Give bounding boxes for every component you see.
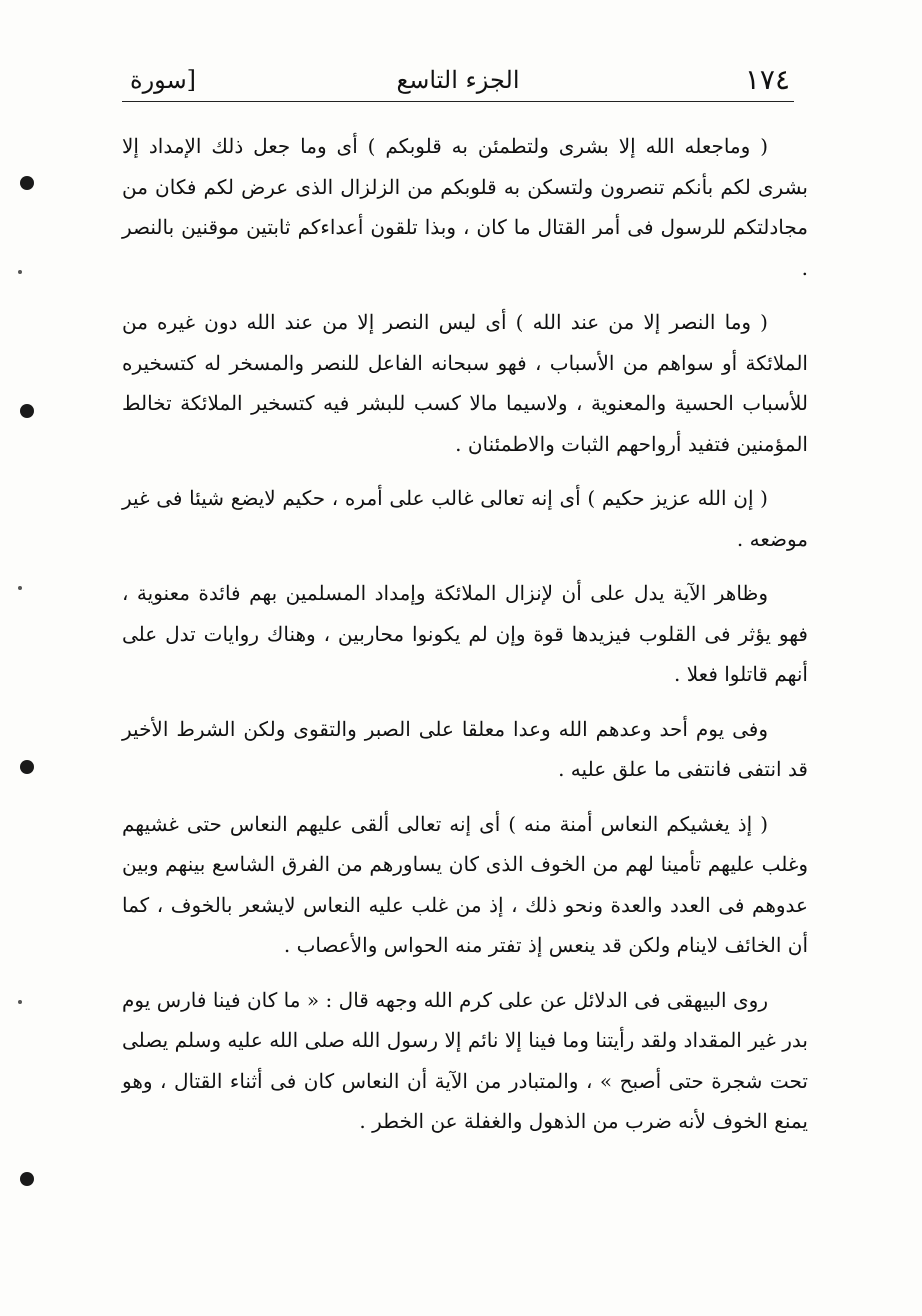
paragraph: ( إن الله عزيز حكيم ) أى إنه تعالى غالب على أمره ، حكيم لايضع شيئا فى غير موضعه . — [122, 486, 808, 551]
header-rule — [122, 101, 794, 102]
paragraph: وظاهر الآية يدل على أن لإنزال الملائكة وإمداد المسلمين بهم فائدة معنوية ، فهو يؤثر فى القلوب فيزيدها قوة وإن لم يكونوا محاربين ، وهناك روايات تدل على أنهم قاتلوا فعلا . — [122, 581, 808, 686]
page-body — [122, 126, 808, 1156]
binding-hole-mark — [20, 404, 34, 418]
paragraph: ( إذ يغشيكم النعاس أمنة منه ) أى إنه تعالى ألقى عليهم النعاس حتى غشيهم وغلب عليهم تأمينا لهم من الخوف الذى كان يساورهم من الفرق الشاسع بينهم وبين عدوهم فى العدد والعدة ونحو ذلك ، إذ من غلب عليه النعاس لايشعر بالخوف ، كما أن الخائف لاينام ولكن قد ينعس إذ تفتر منه الحواس والأعصاب . — [122, 811, 808, 957]
page-number: ١٧٤ — [744, 63, 790, 96]
part-title: الجزء التاسع — [396, 66, 520, 94]
paragraph: وفى يوم أحد وعدهم الله وعدا معلقا على الصبر والتقوى ولكن الشرط الأخير قد انتفى فانتفى ما علق عليه . — [122, 716, 808, 781]
paragraph: ( وما النصر إلا من عند الله ) أى ليس النصر إلا من عند الله دون غيره من الملائكة أو سواهم من الأسباب ، فهو سبحانه الفاعل للنصر والمسخر له كتسخيره للأسباب الحسية والمعنوية ، ولاسيما مالا كسب للبشر فيه كتسخير الملائكة تخالط المؤمنين فتفيد أرواحهم الثبات والاطمئنان . — [122, 310, 808, 456]
speck-mark — [18, 586, 22, 590]
surah-label: [سورة — [130, 66, 197, 94]
binding-hole-mark — [20, 1172, 34, 1186]
binding-hole-mark — [20, 760, 34, 774]
speck-mark — [18, 270, 22, 274]
speck-mark — [18, 1000, 22, 1004]
paragraph: روى البيهقى فى الدلائل عن على كرم الله وجهه قال : « ما كان فينا فارس يوم بدر غير المقداد ولقد رأيتنا وما فينا إلا نائم إلا رسول الله صلى الله عليه وسلم يصلى تحت شجرة حتى أصبح » ، والمتبادر من الآية أن النعاس كان فى أثناء القتال ، وهو يمنع الخوف لأنه ضرب من الذهول والغفلة عن الخطر . — [122, 987, 808, 1133]
paragraph: ( وماجعله الله إلا بشرى ولتطمئن به قلوبكم ) أى وما جعل ذلك الإمداد إلا بشرى لكم بأنكم تنصرون ولتسكن به قلوبكم من الزلزال الذى عرض لكم فكان من مجادلتكم للرسول فى أمر القتال ما كان ، وبذا تلقون أعداءكم ثابتين موقنين بالنصر . — [122, 134, 808, 280]
binding-hole-mark — [20, 176, 34, 190]
page-header — [122, 60, 794, 102]
